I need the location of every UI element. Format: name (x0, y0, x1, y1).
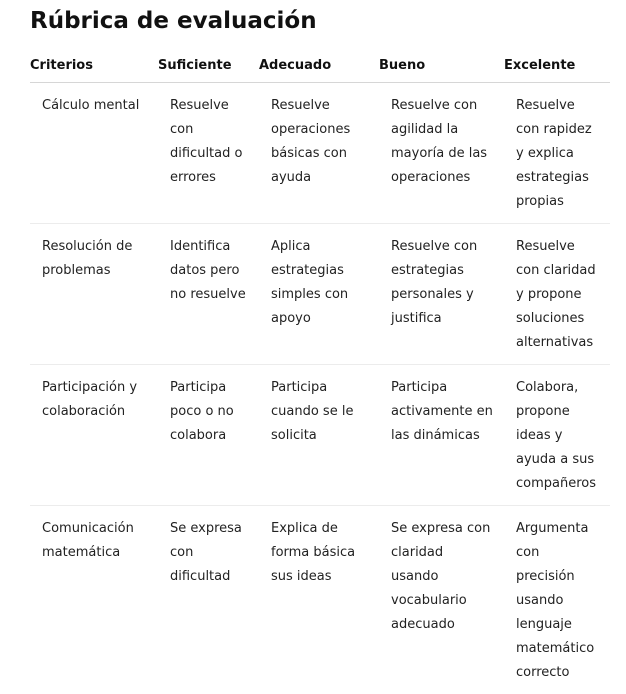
bueno-cell: Participa activamente en las dinámicas (379, 365, 504, 506)
adecuado-cell: Explica de forma básica sus ideas (259, 506, 379, 694)
adecuado-cell: Resuelve operaciones básicas con ayuda (259, 83, 379, 224)
excelente-cell: Resuelve con claridad y propone soluciones alternativas (504, 224, 610, 365)
table-row (30, 365, 610, 506)
header-bueno: Bueno (379, 48, 504, 83)
criterio-cell: Comunicación matemática (30, 506, 158, 694)
header-row (30, 48, 610, 83)
header-suficiente: Suficiente (158, 48, 259, 83)
table-row (30, 83, 610, 224)
header-excelente: Excelente (504, 48, 610, 83)
suficiente-cell: Se expresa con dificultad (158, 506, 259, 694)
rubric-table (30, 48, 610, 694)
excelente-cell: Colabora, propone ideas y ayuda a sus compañeros (504, 365, 610, 506)
table-row (30, 224, 610, 365)
page-title: Rúbrica de evaluación (30, 4, 317, 38)
adecuado-cell: Participa cuando se le solicita (259, 365, 379, 506)
suficiente-cell: Identifica datos pero no resuelve (158, 224, 259, 365)
header-criterios: Criterios (30, 48, 158, 83)
criterio-cell: Resolución de problemas (30, 224, 158, 365)
bueno-cell: Resuelve con agilidad la mayoría de las operaciones (379, 83, 504, 224)
header-adecuado: Adecuado (259, 48, 379, 83)
adecuado-cell: Aplica estrategias simples con apoyo (259, 224, 379, 365)
criterio-cell: Cálculo mental (30, 83, 158, 224)
excelente-cell: Resuelve con rapidez y explica estrategias propias (504, 83, 610, 224)
suficiente-cell: Participa poco o no colabora (158, 365, 259, 506)
bueno-cell: Se expresa con claridad usando vocabulario adecuado (379, 506, 504, 694)
excelente-cell: Argumenta con precisión usando lenguaje matemático correcto (504, 506, 610, 694)
table-row (30, 506, 610, 694)
bueno-cell: Resuelve con estrategias personales y justifica (379, 224, 504, 365)
criterio-cell: Participación y colaboración (30, 365, 158, 506)
suficiente-cell: Resuelve con dificultad o errores (158, 83, 259, 224)
